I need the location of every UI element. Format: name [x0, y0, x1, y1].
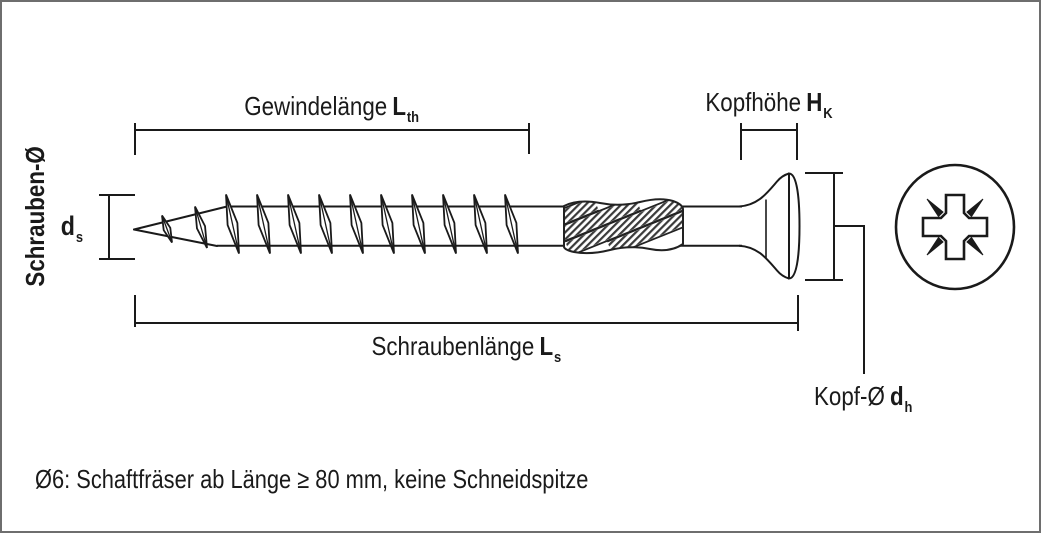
head-diameter-subscript: h [904, 399, 913, 416]
screw-length-symbol: L [539, 331, 554, 361]
thread-group [162, 195, 518, 254]
screw-side-view [134, 174, 800, 279]
head-height-subscript: K [823, 105, 833, 122]
screw-diameter-subscript: s [75, 229, 84, 246]
screw-length-word: Schraubenlänge [371, 331, 535, 361]
head-diameter-symbol: d [890, 381, 904, 411]
head-front-view [896, 165, 1014, 289]
pozidriv-recess-icon [923, 195, 987, 259]
screw-diameter-symbol: d [60, 211, 75, 241]
screw-diameter-word: Schrauben-Ø [20, 146, 50, 287]
screw-technical-drawing [2, 2, 1041, 533]
screw-length-subscript: s [554, 349, 562, 366]
screw-length-dimension [135, 295, 798, 331]
thread-length-subscript: th [407, 109, 420, 126]
head-height-label [657, 87, 881, 122]
screw-tip [134, 207, 227, 247]
head-diameter-word: Kopf-Ø [814, 381, 886, 411]
screw-length-label [135, 331, 798, 366]
head-height-word: Kopfhöhe [705, 87, 802, 117]
footnote-text: Ø6: Schaftfräser ab Länge ≥ 80 mm, keine Schneidspitze [35, 464, 589, 494]
screw-diameter-symbol-label [59, 211, 85, 246]
screw-diameter-dimension [99, 195, 135, 259]
thread-length-dimension [135, 123, 529, 155]
footnote [35, 466, 694, 492]
screw-head-side [739, 174, 800, 279]
thread-length-label [135, 91, 529, 126]
head-diameter-label [791, 381, 936, 416]
head-height-dimension [741, 123, 797, 160]
screw-diameter-label [20, 146, 50, 298]
head-height-symbol: H [806, 87, 823, 117]
thread-length-symbol: L [392, 91, 407, 121]
head-diameter-dimension [805, 173, 864, 374]
thread-length-word: Gewindelänge [244, 91, 388, 121]
